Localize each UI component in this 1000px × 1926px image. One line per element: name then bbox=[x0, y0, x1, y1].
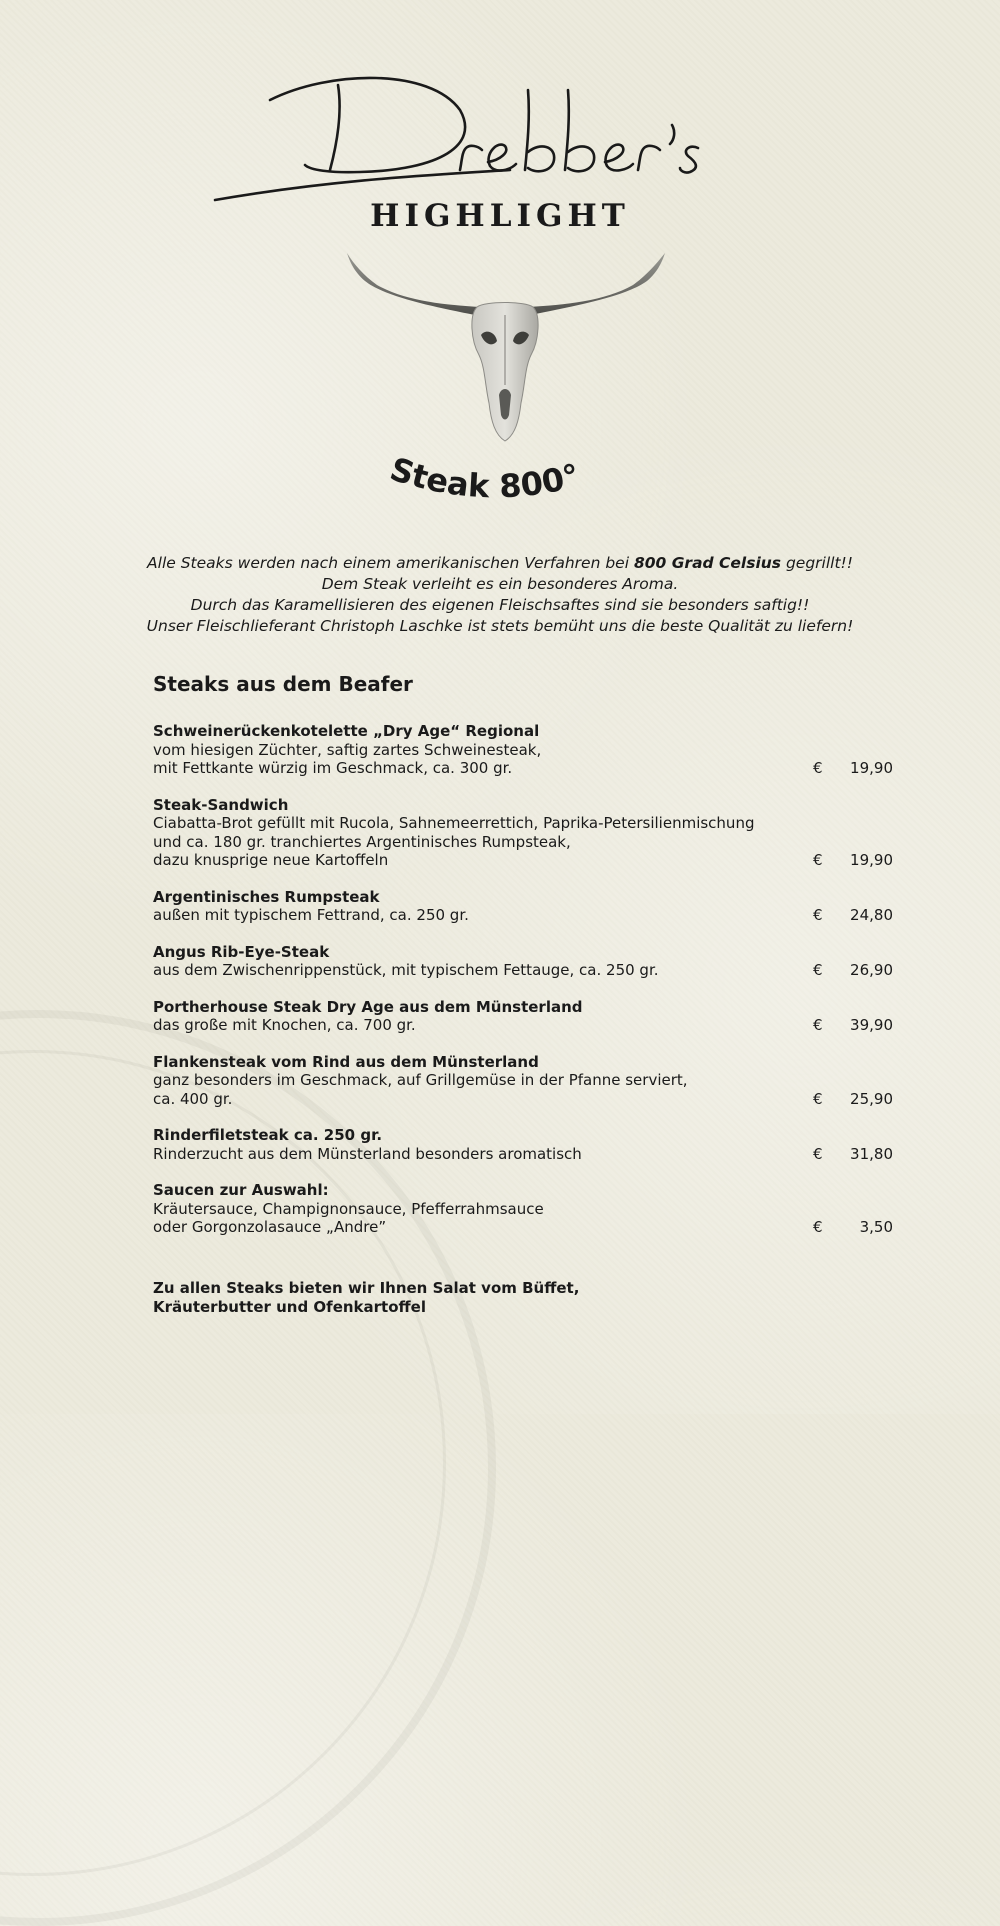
price-value: 24,80 bbox=[850, 906, 893, 924]
menu-item-name: Steak-Sandwich bbox=[153, 795, 289, 814]
steak-800-text: Steak 800° bbox=[385, 449, 584, 506]
svg-text:Steak 800° bbox=[386, 450, 584, 506]
intro-line-4: Unser Fleischlieferant Christoph Laschke ist stets bemüht uns die beste Qualität zu liefern! bbox=[146, 617, 854, 635]
price-value: 26,90 bbox=[850, 961, 893, 979]
menu-item-description: mit Fettkante würzig im Geschmack, ca. 300 gr. bbox=[153, 759, 513, 777]
footer-line-1: Zu allen Steaks bieten wir Ihnen Salat vom Büffet, bbox=[153, 1279, 580, 1297]
page-subtitle: HIGHLIGHT bbox=[370, 198, 630, 234]
menu-item-description: dazu knusprige neue Kartoffeln bbox=[153, 851, 389, 869]
menu-item-price bbox=[813, 961, 893, 980]
menu-item bbox=[153, 796, 893, 870]
menu-item bbox=[153, 998, 893, 1035]
currency-symbol: € bbox=[813, 906, 823, 924]
menu-item-description: aus dem Zwischenrippenstück, mit typischem Fettauge, ca. 250 gr. bbox=[153, 961, 659, 979]
price-value: 19,90 bbox=[850, 851, 893, 869]
menu-item-name: Angus Rib-Eye-Steak bbox=[153, 942, 330, 961]
menu-item-price bbox=[813, 1090, 893, 1109]
menu-item-price bbox=[813, 1016, 893, 1035]
menu-item bbox=[153, 722, 893, 778]
intro-highlight: 800 Grad Celsius bbox=[633, 554, 782, 572]
price-value: 3,50 bbox=[859, 1218, 893, 1236]
currency-symbol: € bbox=[813, 1218, 823, 1236]
menu-item-name: Argentinisches Rumpsteak bbox=[153, 887, 380, 906]
currency-symbol: € bbox=[813, 759, 823, 777]
menu-item-description: Kräutersauce, Champignonsauce, Pfefferrahmsauce bbox=[153, 1199, 544, 1218]
menu-item-description: oder Gorgonzolasauce „Andre” bbox=[153, 1218, 387, 1236]
currency-symbol: € bbox=[813, 1144, 823, 1163]
footer-note bbox=[153, 1279, 579, 1317]
menu-item bbox=[153, 1181, 893, 1237]
menu-item bbox=[153, 888, 893, 925]
menu-item-description: ganz besonders im Geschmack, auf Grillgemüse in der Pfanne serviert, bbox=[153, 1071, 688, 1089]
menu-item-description: und ca. 180 gr. tranchiertes Argentinisches Rumpsteak, bbox=[153, 832, 571, 851]
menu-item-name: Schweinerückenkotelette „Dry Age“ Regional bbox=[153, 722, 540, 740]
currency-symbol: € bbox=[813, 1016, 823, 1034]
menu-item-name: Rinderfiletsteak ca. 250 gr. bbox=[153, 1126, 383, 1144]
intro-line-3: Durch das Karamellisieren des eigenen Fleischsaftes sind sie besonders saftig!! bbox=[190, 596, 810, 614]
menu-item-name: Flankensteak vom Rind aus dem Münsterland bbox=[153, 1052, 539, 1071]
menu-item bbox=[153, 1126, 893, 1163]
menu-item-price bbox=[813, 906, 893, 925]
menu-list bbox=[153, 722, 893, 1237]
currency-symbol: € bbox=[813, 1089, 823, 1108]
price-value: 25,90 bbox=[850, 1089, 893, 1108]
price-value: 31,80 bbox=[850, 1144, 893, 1163]
intro-text bbox=[0, 553, 1000, 637]
menu-item-description: Rinderzucht aus dem Münsterland besonders aromatisch bbox=[153, 1144, 582, 1163]
currency-symbol: € bbox=[813, 851, 823, 869]
menu-item-price bbox=[813, 851, 893, 870]
intro-line-1: Alle Steaks werden nach einem amerikanischen Verfahren bei 800 Grad Celsius gegrillt!! bbox=[147, 554, 853, 572]
menu-item-description: ca. 400 gr. bbox=[153, 1089, 233, 1108]
menu-item-name: Saucen zur Auswahl: bbox=[153, 1181, 329, 1199]
menu-item-name: Portherhouse Steak Dry Age aus dem Münsterland bbox=[153, 997, 583, 1016]
intro-line-2: Dem Steak verleiht es ein besonderes Aroma. bbox=[321, 575, 679, 593]
menu-item-description: außen mit typischem Fettrand, ca. 250 gr. bbox=[153, 906, 469, 924]
price-value: 39,90 bbox=[850, 1016, 893, 1034]
menu-item-description: Ciabatta-Brot gefüllt mit Rucola, Sahnemeerrettich, Paprika-Petersilienmischung bbox=[153, 814, 755, 832]
menu-item-price bbox=[813, 759, 893, 778]
bull-skull-icon bbox=[335, 245, 675, 450]
menu-item-price bbox=[813, 1145, 893, 1164]
menu-item-price bbox=[813, 1218, 893, 1237]
currency-symbol: € bbox=[813, 961, 823, 979]
menu-item-description: vom hiesigen Züchter, saftig zartes Schweinesteak, bbox=[153, 740, 542, 759]
footer-line-2: Kräuterbutter und Ofenkartoffel bbox=[153, 1298, 426, 1316]
menu-item-description: das große mit Knochen, ca. 700 gr. bbox=[153, 1016, 416, 1034]
section-title: Steaks aus dem Beafer bbox=[153, 672, 413, 696]
menu-item bbox=[153, 1053, 893, 1109]
price-value: 19,90 bbox=[850, 759, 893, 777]
steak-800-heading bbox=[380, 448, 640, 518]
menu-item bbox=[153, 943, 893, 980]
drebbers-logo bbox=[210, 70, 710, 210]
